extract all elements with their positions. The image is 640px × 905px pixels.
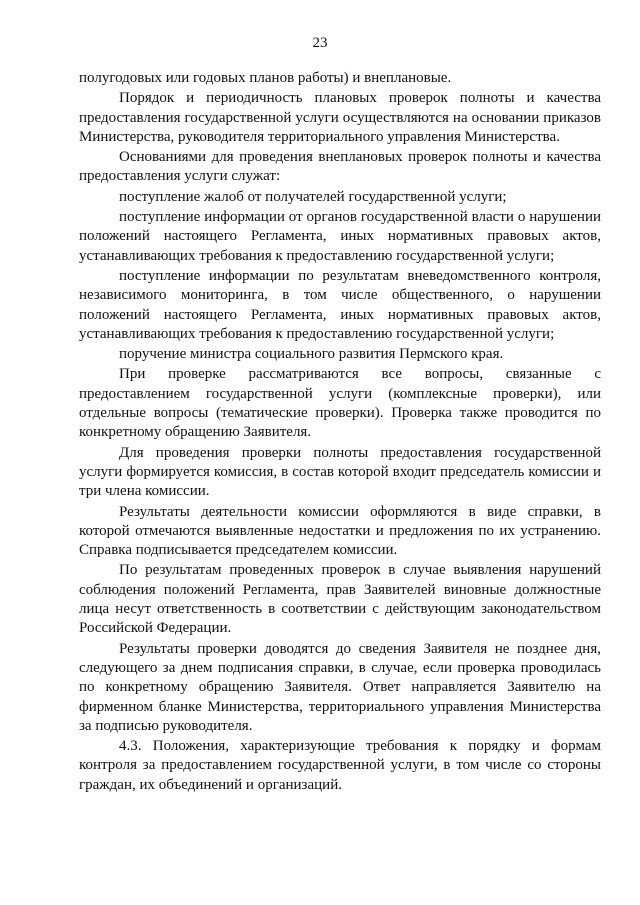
paragraph-inspection-scope: При проверке рассматриваются все вопросы, связанные с предоставлением государственной услуги (комплексные проверки), или отдельные вопросы (тематические проверки). Проверка также проводится по конкретному обращению Заявителя. bbox=[79, 366, 601, 441]
document-body bbox=[79, 69, 601, 796]
paragraph-notification: Результаты проверки доводятся до сведения Заявителя не позднее дня, следующего за днем подписания справки, в случае, если проверка проводилась по конкретному обращению Заявителя. Ответ направляется Заявителю на фирменном бланке Министерства, территориального управления Министерства за подписью руководителя. bbox=[79, 640, 601, 734]
paragraph-responsibility: По результатам проведенных проверок в случае выявления нарушений соблюдения положений Регламента, прав Заявителей виновные должностные лица несут ответственность в соответствии с действующим законодательством Российской Федерации. bbox=[79, 562, 601, 637]
paragraph-authority-info: поступление информации от органов государственной власти о нарушении положений настоящего Регламента, иных нормативных правовых актов, устанавливающих требования к предоставлению государственной услуги; bbox=[79, 209, 601, 264]
paragraph-minister-order: поручение министра социального развития Пермского края. bbox=[119, 346, 504, 363]
page-number: 23 bbox=[312, 35, 328, 51]
paragraph-unplanned-grounds: Основаниями для проведения внеплановых проверок полноты и качества предоставления услуги служат: bbox=[79, 149, 601, 185]
paragraph-planned-inspections: Порядок и периодичность плановых проверок полноты и качества предоставления государственной услуги осуществляются на основании приказов Министерства, руководителя территориального управления Министерства. bbox=[79, 90, 601, 145]
paragraph-complaints: поступление жалоб от получателей государственной услуги; bbox=[119, 188, 507, 205]
paragraph-commission-results: Результаты деятельности комиссии оформляются в виде справки, в которой отмечаются выявленные недостатки и предложения по их устранению. Справка подписывается председателем комиссии. bbox=[79, 503, 601, 559]
paragraph-section-4-3: 4.3. Положения, характеризующие требования к порядку и формам контроля за предоставлением государственной услуги, в том числе со стороны граждан, их объединений и организаций. bbox=[79, 738, 601, 793]
paragraph-commission: Для проведения проверки полноты предоставления государственной услуги формируется комиссия, в состав которой входит председатель комиссии и три члена комиссии. bbox=[79, 444, 601, 500]
paragraph-monitoring-info: поступление информации по результатам вневедомственного контроля, независимого мониторинга, в том числе общественного, о нарушении положений настоящего Регламента, иных нормативных правовых актов, устанавливающих требования к предоставлению государственной услуги; bbox=[79, 267, 601, 342]
paragraph-continuation: полугодовых или годовых планов работы) и внеплановые. bbox=[79, 70, 452, 86]
